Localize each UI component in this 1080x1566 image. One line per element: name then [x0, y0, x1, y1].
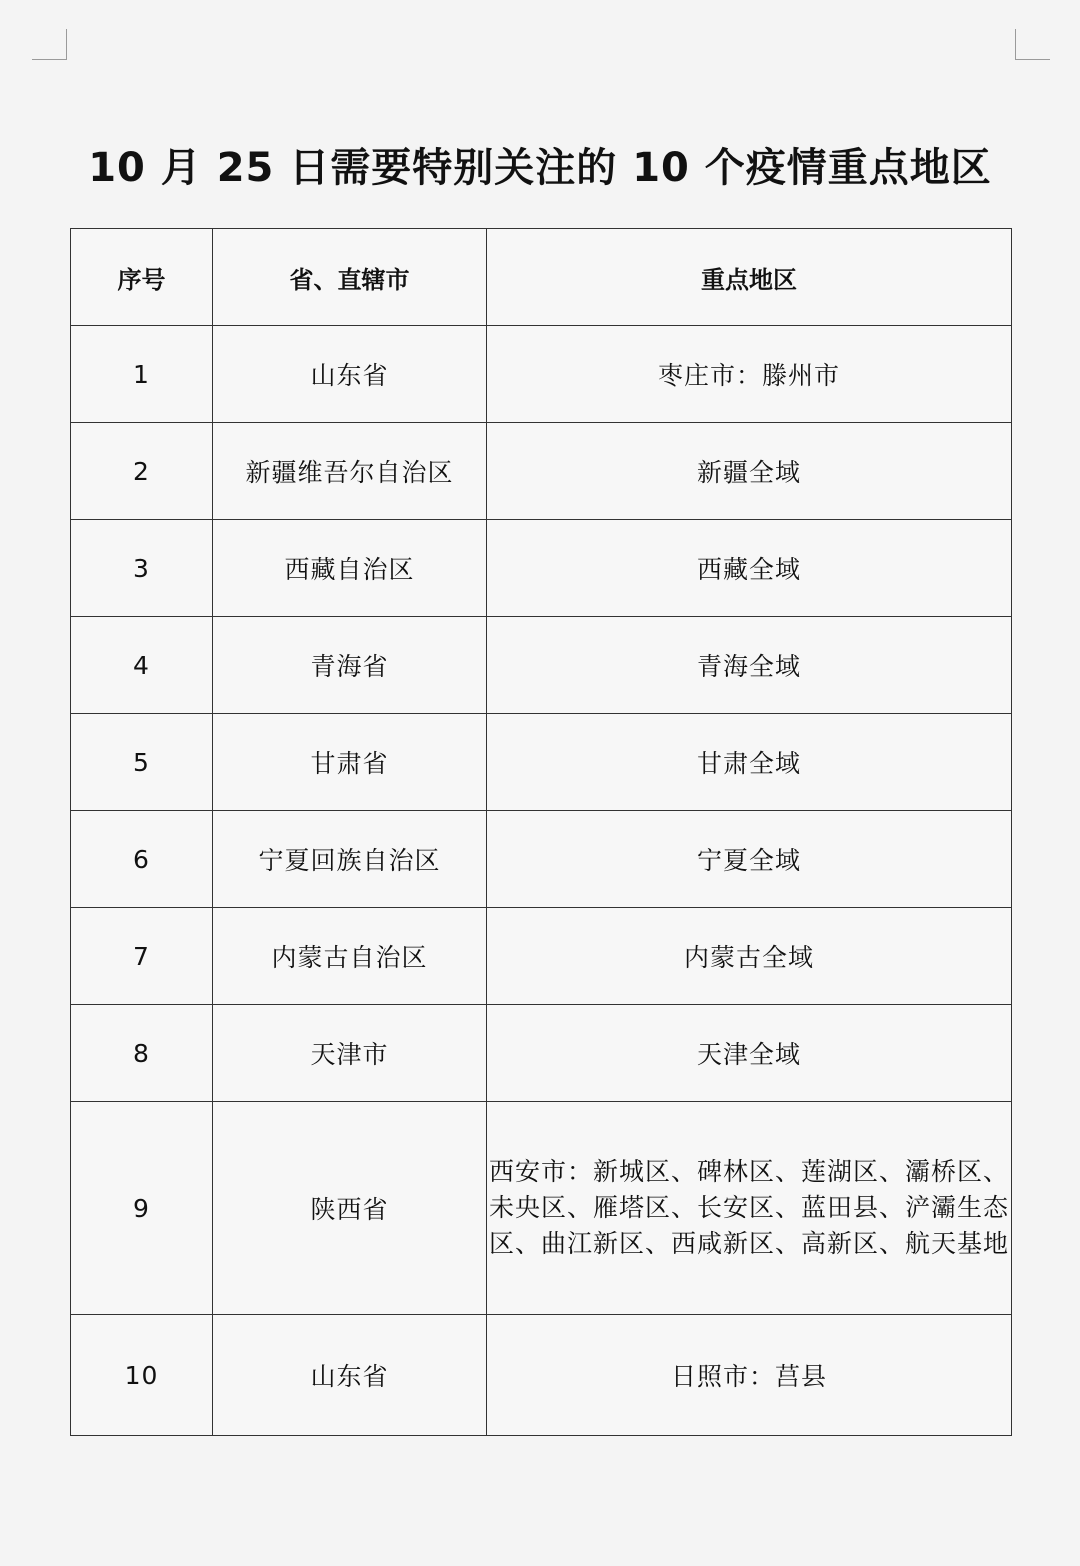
header-serial-number: 序号 [71, 229, 213, 326]
cell-province: 新疆维吾尔自治区 [213, 423, 487, 520]
table-row [71, 1315, 1012, 1436]
table-row [71, 714, 1012, 811]
cell-key-area: 甘肃全域 [487, 714, 1012, 811]
cell-key-area: 青海全域 [487, 617, 1012, 714]
page-corner-mark-top-left [32, 29, 67, 60]
cell-key-area: 新疆全域 [487, 423, 1012, 520]
cell-key-area: 日照市：莒县 [487, 1315, 1012, 1436]
cell-key-area [487, 1102, 1012, 1315]
table-row [71, 617, 1012, 714]
cell-serial-number: 2 [71, 423, 213, 520]
key-regions-table [70, 228, 1012, 1436]
cell-province: 山东省 [213, 326, 487, 423]
cell-province: 天津市 [213, 1005, 487, 1102]
cell-serial-number: 6 [71, 811, 213, 908]
cell-serial-number: 3 [71, 520, 213, 617]
cell-serial-number: 10 [71, 1315, 213, 1436]
table-row [71, 1102, 1012, 1315]
page-corner-mark-top-right [1015, 29, 1050, 60]
cell-serial-number: 8 [71, 1005, 213, 1102]
header-key-area: 重点地区 [487, 229, 1012, 326]
cell-key-area: 枣庄市：滕州市 [487, 326, 1012, 423]
cell-key-area: 宁夏全域 [487, 811, 1012, 908]
cell-serial-number: 7 [71, 908, 213, 1005]
cell-province: 山东省 [213, 1315, 487, 1436]
cell-province: 内蒙古自治区 [213, 908, 487, 1005]
cell-serial-number: 5 [71, 714, 213, 811]
table-row [71, 423, 1012, 520]
cell-key-area: 内蒙古全域 [487, 908, 1012, 1005]
cell-serial-number: 4 [71, 617, 213, 714]
table-row [71, 520, 1012, 617]
document-title: 10 月 25 日需要特别关注的 10 个疫情重点地区 [88, 145, 992, 191]
cell-serial-number: 1 [71, 326, 213, 423]
cell-province: 青海省 [213, 617, 487, 714]
table-row [71, 811, 1012, 908]
cell-province: 甘肃省 [213, 714, 487, 811]
key-area-text: 西安市：新城区、碑林区、莲湖区、灞桥区、未央区、雁塔区、长安区、蓝田县、浐灞生态区、曲江新区、西咸新区、高新区、航天基地 [488, 1157, 1009, 1258]
table-row [71, 1005, 1012, 1102]
cell-province: 西藏自治区 [213, 520, 487, 617]
cell-province: 宁夏回族自治区 [213, 811, 487, 908]
header-province: 省、直辖市 [213, 229, 487, 326]
table-row [71, 326, 1012, 423]
cell-serial-number: 9 [71, 1102, 213, 1315]
cell-key-area: 天津全域 [487, 1005, 1012, 1102]
cell-key-area: 西藏全域 [487, 520, 1012, 617]
table-header-row [71, 229, 1012, 326]
cell-province: 陕西省 [213, 1102, 487, 1315]
table-row [71, 908, 1012, 1005]
